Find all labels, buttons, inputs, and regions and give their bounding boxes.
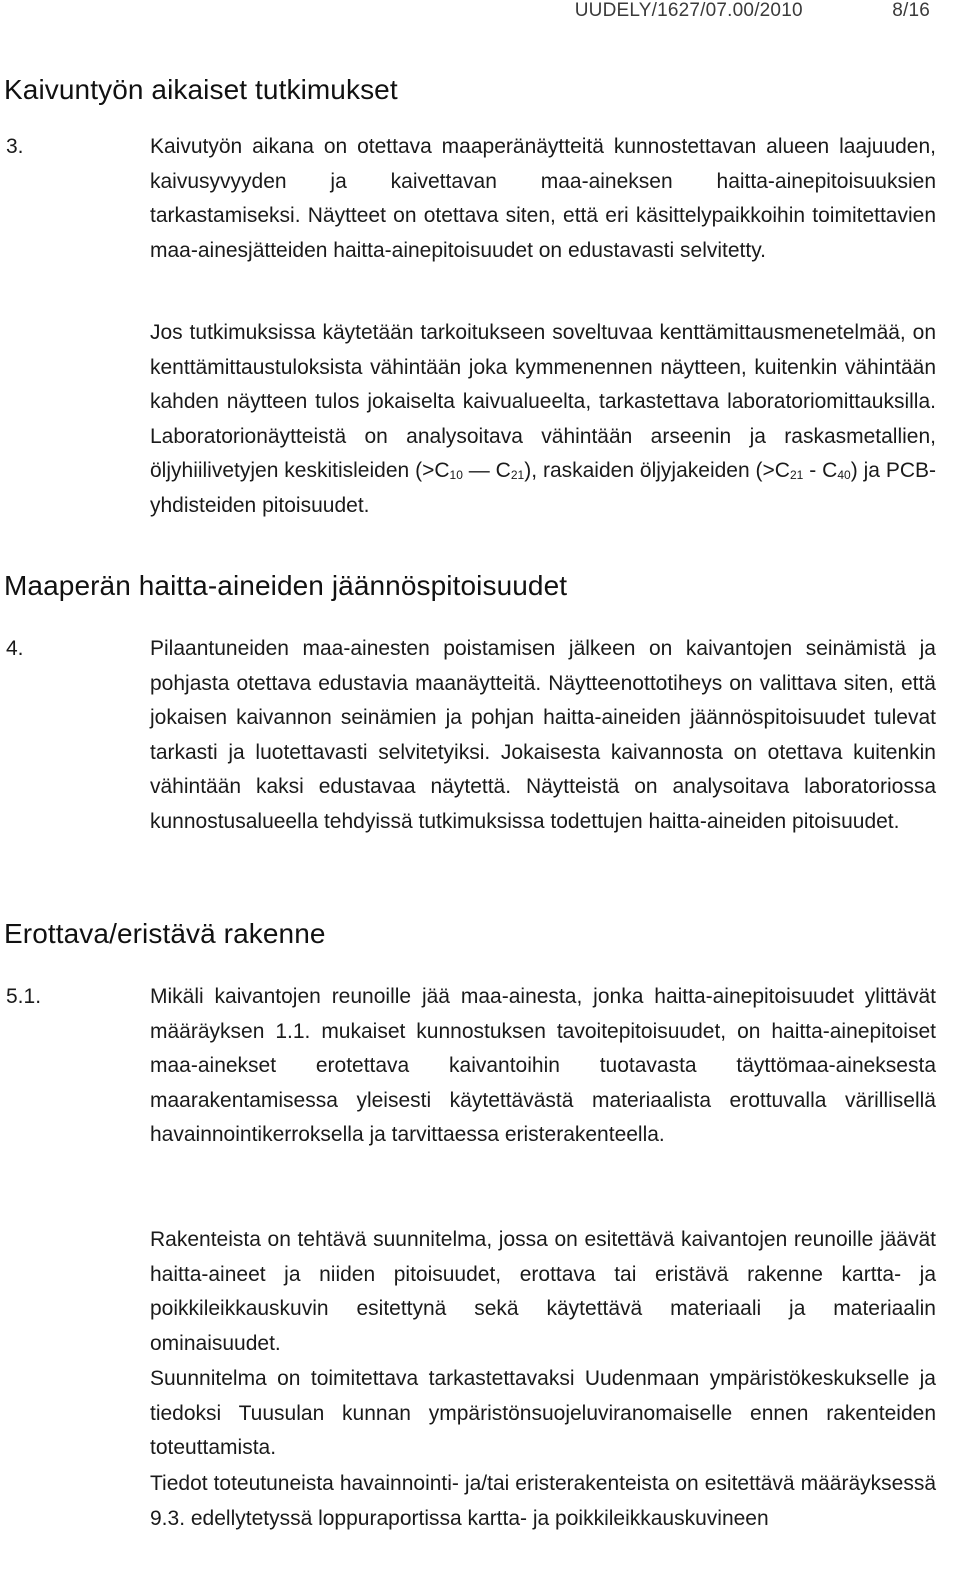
subscript-10: 10 — [449, 468, 463, 483]
item-number-4: 4. — [6, 637, 24, 660]
section-heading-excavation-studies: Kaivuntyön aikaiset tutkimukset — [4, 74, 398, 105]
subscript-21: 21 — [510, 468, 525, 483]
item-3-text-a: Jos tutkimuksissa käytetään tarkoitukseen soveltuvaa kenttämittausmenetelmää, on kenttämittaustuloksista vähintään joka kymmenennen näytteen, kuitenkin vähintään kahden näytteen tulos jokaiselta kaivualueelta, tarkastettava laboratoriomittauksilla. Laboratorionäytteistä on analysoitava vähintään arseenin ja raskasmetallien, öljyhiilivetyjen keskitisleiden (>C — [150, 321, 936, 483]
item-number-5-1: 5.1. — [6, 985, 42, 1008]
item-5-1-paragraph-1: Mikäli kaivantojen reunoille jää maa-ainesta, jonka haitta-ainepitoisuudet ylittävät määräyksen 1.1. mukaiset kunnostuksen tavoitepitoisuudet, on haitta-ainepitoiset maa-ainekset erotettava kaivantoihin tuotavasta täyttömaa-aineksesta maarakentamisessa yleisesti käytettävästä materiaalista erottuvalla värillisellä havainnointikerroksella ja tarvittaessa eristerakenteella. — [150, 985, 936, 1147]
subscript-21-second: 21 — [789, 468, 804, 483]
page-number: 8/16 — [892, 0, 930, 21]
item-3-text-d: ) ja PCB-yhdisteiden pitoisuudet. — [150, 459, 937, 517]
subscript-40: 40 — [837, 468, 851, 483]
item-3-paragraph-2 — [150, 316, 936, 524]
section-heading-residual-concentrations: Maaperän haitta-aineiden jäännöspitoisuudet — [4, 570, 568, 601]
item-3-dash: — C — [462, 459, 511, 483]
item-5-1-paragraph-3: Suunnitelma on toimitettava tarkastettavaksi Uudenmaan ympäristökeskukselle ja tiedoksi Tuusulan kunnan ympäristönsuojeluviranomaiselle ennen rakenteiden toteuttamista. — [150, 1367, 936, 1460]
section-heading-separating-structure: Erottava/eristävä rakenne — [4, 918, 326, 949]
item-number-3: 3. — [6, 135, 24, 158]
item-5-1-paragraph-2: Rakenteista on tehtävä suunnitelma, jossa on esitettävä kaivantojen reunoille jäävät haitta-aineet ja niiden pitoisuudet, erottava tai eristävä rakenne kartta- ja poikkileikkauskuvin esitettynä sekä käytettävä materiaali ja materiaalin ominaisuudet. — [150, 1228, 936, 1355]
item-3-paragraph-1: Kaivutyön aikana on otettava maaperänäytteitä kunnostettavan alueen laajuuden, kaivusyvyyden ja kaivettavan maa-aineksen haitta-ainepitoisuuksien tarkastamiseksi. Näytteet on otettava siten, että eri käsittelypaikkoihin toimitettavien maa-ainesjätteiden haitta-ainepitoisuudet on edustavasti selvitetty. — [150, 135, 936, 262]
item-3-text-c: - C — [803, 459, 838, 483]
item-5-1-paragraph-4: Tiedot toteutuneista havainnointi- ja/tai eristerakenteista on esitettävä määräyksessä 9.3. edellytetyssä loppuraportissa kartta- ja poikkileikkauskuvineen — [150, 1472, 936, 1530]
item-4-paragraph: Pilaantuneiden maa-ainesten poistamisen jälkeen on kaivantojen seinämistä ja pohjasta otettava edustavia maanäytteitä. Näytteenottotiheys on valittava siten, että jokaisen kaivannon seinämien ja pohjan haitta-aineiden jäännöspitoisuudet tulevat tarkasti ja luotettavasti selvitetyiksi. Jokaisesta kaivannosta on otettava kuitenkin vähintään kaksi edustavaa näytettä. Näytteistä on analysoitava laboratoriossa kunnostusalueella tehdyissä tutkimuksissa todettujen haitta-aineiden pitoisuudet. — [150, 637, 936, 833]
document-reference: UUDELY/1627/07.00/2010 — [574, 0, 803, 21]
item-3-text-b: ), raskaiden öljyjakeiden (>C — [524, 459, 790, 483]
page-header — [575, 0, 930, 22]
